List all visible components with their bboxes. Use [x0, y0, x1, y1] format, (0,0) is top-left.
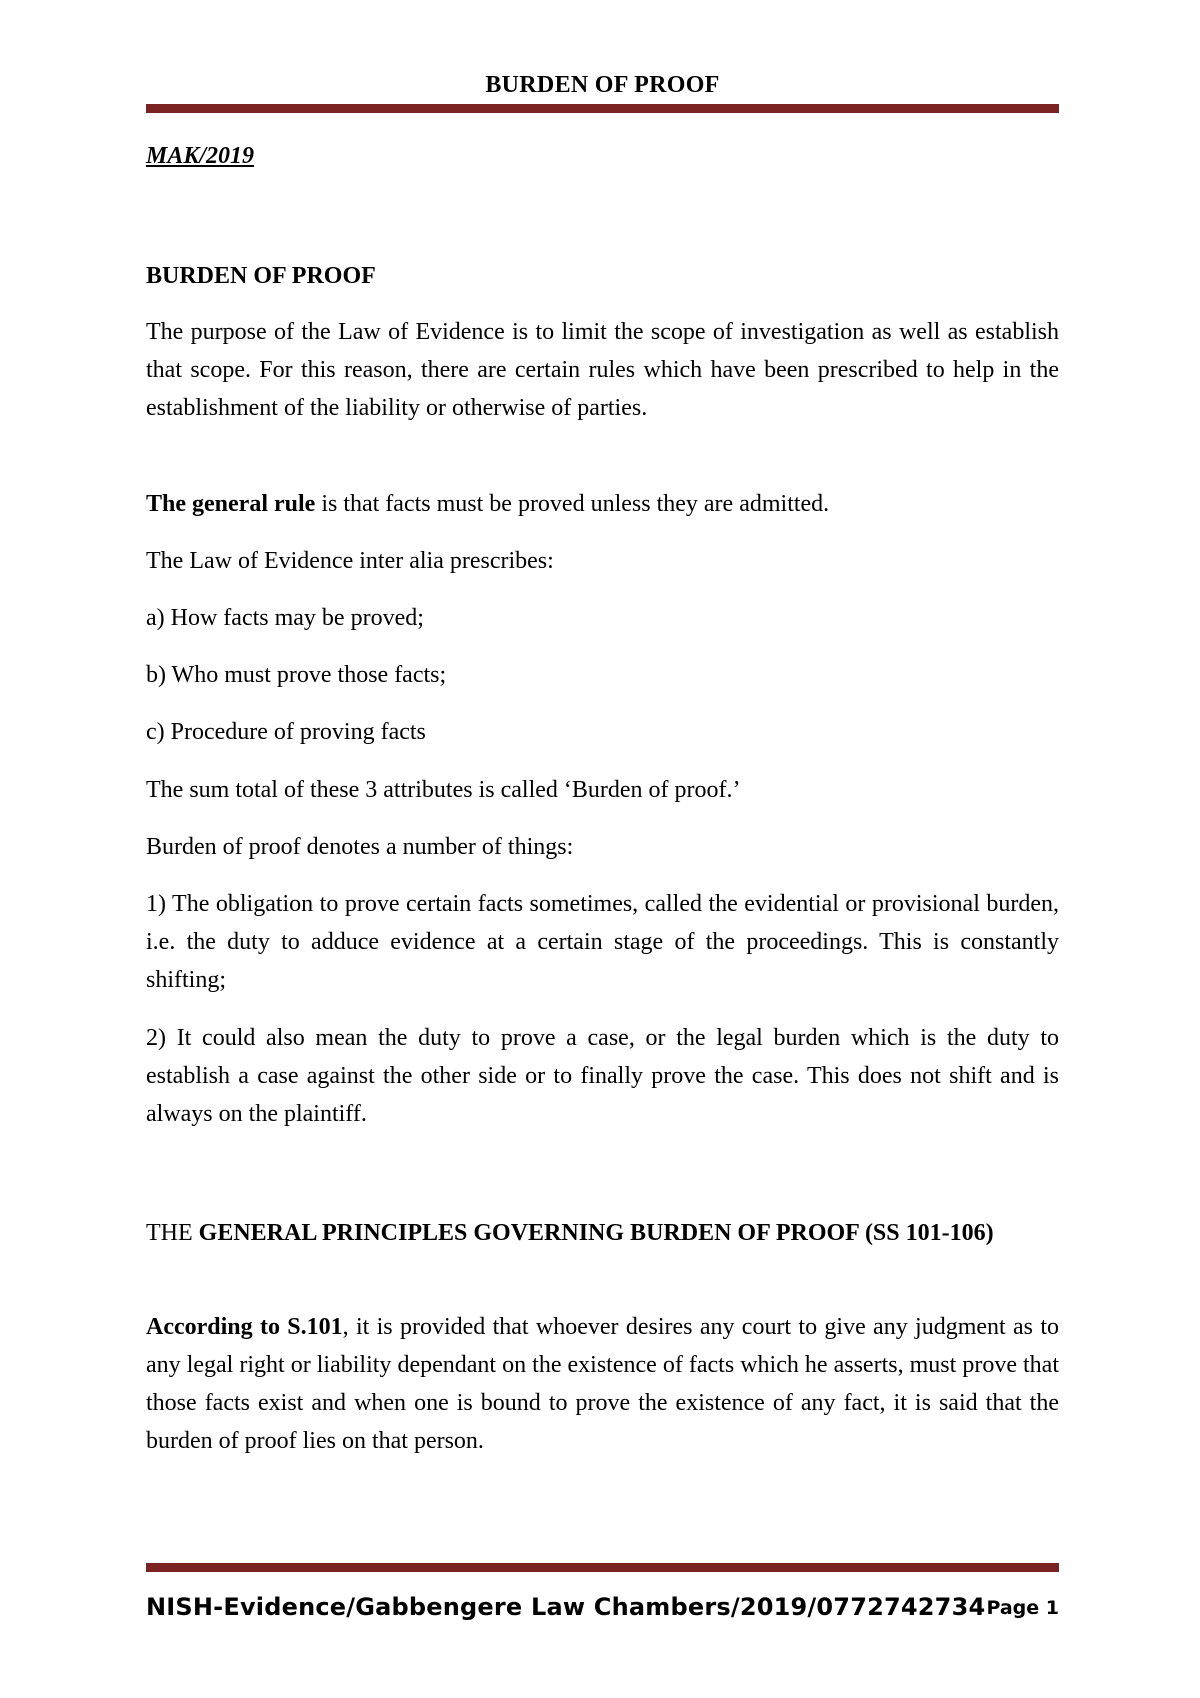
document-reference: MAK/2019	[146, 143, 255, 169]
list-item: a) How facts may be proved;	[146, 605, 424, 631]
s101-text: , it is provided that whoever desires any court to give any judgment as to any legal right or liability dependant on the existence of facts which he asserts, must prove that those facts exist and when one is bound to prove the existence of any fact, it is said that the burden of proof lies on that person.	[146, 1314, 1059, 1454]
general-rule-paragraph	[146, 485, 1059, 523]
footer-reference: NISH-Evidence/Gabbengere Law Chambers/2019/0772742734	[146, 1593, 986, 1621]
prescribes-paragraph: The Law of Evidence inter alia prescribes:	[146, 548, 554, 574]
header-title: BURDEN OF PROOF	[485, 72, 720, 98]
list-item: b) Who must prove those facts;	[146, 662, 447, 688]
general-rule-lead: The general rule	[146, 491, 316, 517]
intro-paragraph: The purpose of the Law of Evidence is to limit the scope of investigation as well as establish that scope. For this reason, there are certain rules which have been prescribed to help in the establishment of the liability or otherwise of parties.	[146, 319, 1059, 421]
general-rule-text: is that facts must be proved unless they are admitted.	[315, 491, 830, 517]
header-divider	[146, 104, 1059, 113]
page-number: Page 1	[986, 1597, 1059, 1619]
point-2-paragraph: 2) It could also mean the duty to prove a case, or the legal burden which is the duty to establish a case against the other side or to finally prove the case. This does not shift and is always on the plaintiff.	[146, 1025, 1059, 1127]
footer-divider	[146, 1563, 1059, 1572]
point-1-paragraph: 1) The obligation to prove certain facts sometimes, called the evidential or provisional burden, i.e. the duty to adduce evidence at a certain stage of the proceedings. This is constantly shifting;	[146, 891, 1059, 993]
denotes-paragraph: Burden of proof denotes a number of things:	[146, 834, 574, 860]
section-heading-text: GENERAL PRINCIPLES GOVERNING BURDEN OF PROOF (SS 101-106)	[198, 1220, 994, 1246]
page-footer	[146, 1577, 1059, 1621]
document-heading: BURDEN OF PROOF	[146, 263, 376, 289]
sum-total-paragraph: The sum total of these 3 attributes is called ‘Burden of proof.’	[146, 777, 741, 803]
s101-paragraph	[146, 1308, 1059, 1460]
section-heading-lead: THE	[146, 1220, 199, 1246]
list-item: c) Procedure of proving facts	[146, 719, 426, 745]
section-heading	[146, 1214, 1059, 1252]
s101-lead: According to S.101	[146, 1314, 343, 1340]
